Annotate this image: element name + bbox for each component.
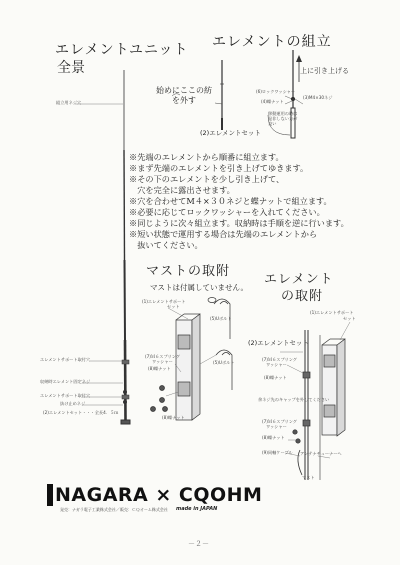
note-caption-3: 良い	[268, 121, 277, 126]
mast-spring-washer-label-2: ワッシャー	[152, 359, 173, 364]
element-set-label: (2)エレメントセット	[200, 129, 261, 137]
bolt-label: (3)M4×30ネジ	[303, 95, 333, 100]
element-mount-diagram	[293, 330, 345, 480]
brand-logo: NAGARA × CQOHM	[55, 484, 263, 506]
support-attach-label-2: エレメントサポート取付穴	[40, 393, 91, 398]
step-6: ※必要に応じてロックワッシャーを入れてください。	[129, 207, 325, 217]
lock-washer-label: (6)ロックワッシャー	[256, 89, 296, 94]
element-spring-washer-label-3: (7)Ｍ６スプリング	[262, 419, 297, 424]
made-in-japan: made in JAPAN	[176, 506, 218, 512]
mast-label: マスト	[302, 475, 315, 480]
step-4: 穴を完全に露出させます。	[129, 185, 235, 195]
remove-tape-label-1: 始めにここの紡	[156, 86, 212, 95]
element-mount-title-2: の取附	[281, 289, 324, 304]
element-wing-nut-label: (8)蝶ナット	[264, 375, 287, 380]
coax-cable-label: (9)同軸ケーブル	[262, 450, 293, 455]
assembly-steps	[129, 152, 349, 251]
step-9: 抜いてください。	[129, 240, 203, 250]
pull-out-screw-label: 抜け止めネジ	[60, 401, 86, 406]
unit-subtitle: 全景	[57, 60, 85, 76]
wing-nut-label: (4)蝶ナット	[261, 99, 284, 104]
mast-hole-label: 組立用ネジ穴	[56, 100, 82, 105]
pull-up-label: 上に引き上げる	[300, 67, 349, 75]
element-wing-nut-label-2: (8)蝶ナット	[262, 435, 285, 440]
step-2: ※まず先端のエレメントを引き上げてゆきます。	[129, 163, 309, 173]
step-3: ※その下のエレメントを少し引き上げて、	[129, 174, 285, 184]
note-caption-2: 是非しない方が	[268, 116, 298, 121]
company-line: 発売：ナガラ電子工業株式会社／販売：ＣＱオーム株式会社	[60, 507, 168, 512]
note-caption-1: 移動運用の時は	[268, 111, 298, 116]
step-8: ※短い状態で運用する場合は先端のエレメントから	[129, 229, 318, 239]
mast-u-bolt-small-label: (5)Uボルト	[210, 316, 232, 321]
element-spring-washer-label-2: ワッシャー	[266, 362, 287, 367]
element-mount-title-1: エレメント	[264, 272, 334, 287]
retract-fix-label: 収納時エレメント固定ネジ	[40, 379, 91, 384]
element-set-mount-label: (2)エレメントセット	[248, 339, 309, 347]
mast-spring-washer-label-1: (7)Ｍ６スプリング	[145, 354, 180, 359]
step-7: ※同じように次々組立ます。収納時は手順を逆に行います。	[129, 218, 349, 228]
brand-mark	[47, 484, 53, 506]
element-spring-washer-label-1: (7)Ｍ６スプリング	[262, 357, 297, 362]
unit-title: エレメントユニット	[55, 42, 189, 58]
mast-not-included-note: マストは付属していません。	[150, 283, 248, 292]
remove-tape-label-2: を外す	[172, 96, 196, 105]
element-support-set-label-2: セット	[343, 316, 356, 321]
mast-wing-nut-label-2: (8)蝶ナット	[162, 415, 185, 420]
mast-support-set-label-1: (1)エレメントサポート	[142, 299, 186, 304]
page-number: －２－	[188, 540, 209, 548]
element-cap-note: 余ネジ先のキャップを外してください	[258, 397, 330, 402]
element-support-set-label-1: (1)エレメントサポート	[310, 310, 354, 315]
step-5: ※穴を合わせてM４×３０ネジと蝶ナットで組立ます。	[129, 196, 332, 206]
element-spring-washer-label-4: ワッシャー	[266, 424, 287, 429]
support-attach-label: エレメントサポート取付穴	[40, 357, 91, 362]
mast-mount-title: マストの取附	[146, 264, 231, 279]
tuner-label: アンテナチューナーへ	[300, 451, 342, 456]
mast-u-bolt-label: (5)Uボルト	[213, 360, 235, 365]
element-set-length-label: (2)エレメントセット・・・全長4．５ｍ	[43, 410, 119, 415]
mast-wing-nut-label: (8)蝶ナット	[148, 366, 171, 371]
step-1: ※先端のエレメントから順番に組立ます。	[129, 152, 284, 162]
assembly-title: エレメントの組立	[212, 34, 332, 50]
mast-support-set-label-2: セット	[167, 304, 180, 309]
